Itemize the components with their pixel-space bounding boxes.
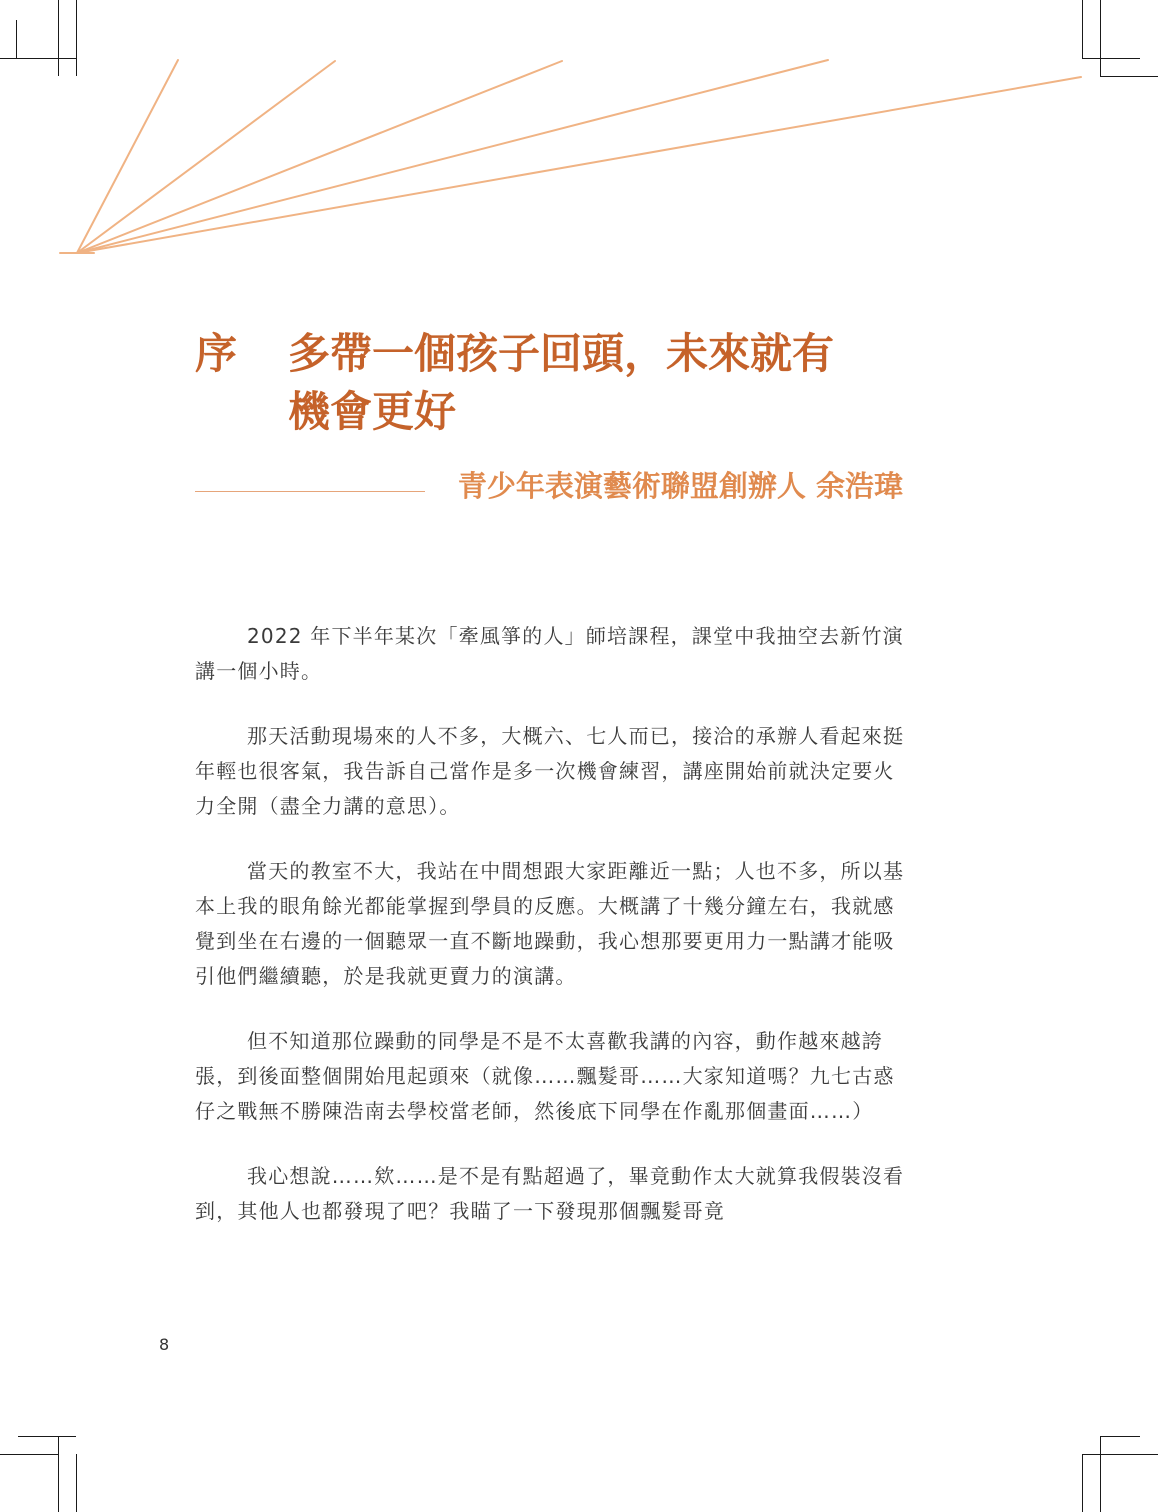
paragraph: 當天的教室不大，我站在中間想跟大家距離近一點；人也不多，所以基本上我的眼角餘光都能掌握到學員的反應。大概講了十幾分鐘左右，我就感覺到坐在右邊的一個聽眾一直不斷地躁動，我心想那要更用力一點講才能吸引他們繼續聽，於是我就更賣力的演講。 (195, 859, 905, 988)
paragraph: 我心想說……欸……是不是有點超過了，畢竟動作太大就算我假裝沒看到，其他人也都發現了吧？我瞄了一下發現那個飄髮哥竟 (195, 1164, 905, 1223)
chapter-title (288, 325, 928, 441)
paragraph: 那天活動現場來的人不多，大概六、七人而已，接洽的承辦人看起來挺年輕也很客氣，我告訴自己當作是多一次機會練習，講座開始前就決定要火力全開（盡全力講的意思）。 (195, 724, 905, 818)
chapter-label: 序 (195, 329, 238, 378)
page-number: 8 (159, 1335, 170, 1354)
paragraph: 但不知道那位躁動的同學是不是不太喜歡我講的內容，動作越來越誇張，到後面整個開始甩起頭來（就像……飄髮哥……大家知道嗎？九七古惑仔之戰無不勝陳浩南去學校當老師，然後底下同學在作亂那個畫面……） (195, 1029, 895, 1123)
author-line: 青少年表演藝術聯盟創辦人 余浩瑋 (457, 469, 903, 503)
paragraph: 2022 年下半年某次「牽風箏的人」師培課程，課堂中我抽空去新竹演講一個小時。 (195, 624, 904, 683)
body-text (195, 619, 907, 1259)
chapter-title-line-1: 多帶一個孩子回頭，未來就有 (288, 329, 835, 378)
chapter-title-line-2: 機會更好 (288, 387, 457, 436)
author-rule (195, 491, 425, 492)
decorative-rays (0, 0, 1158, 270)
